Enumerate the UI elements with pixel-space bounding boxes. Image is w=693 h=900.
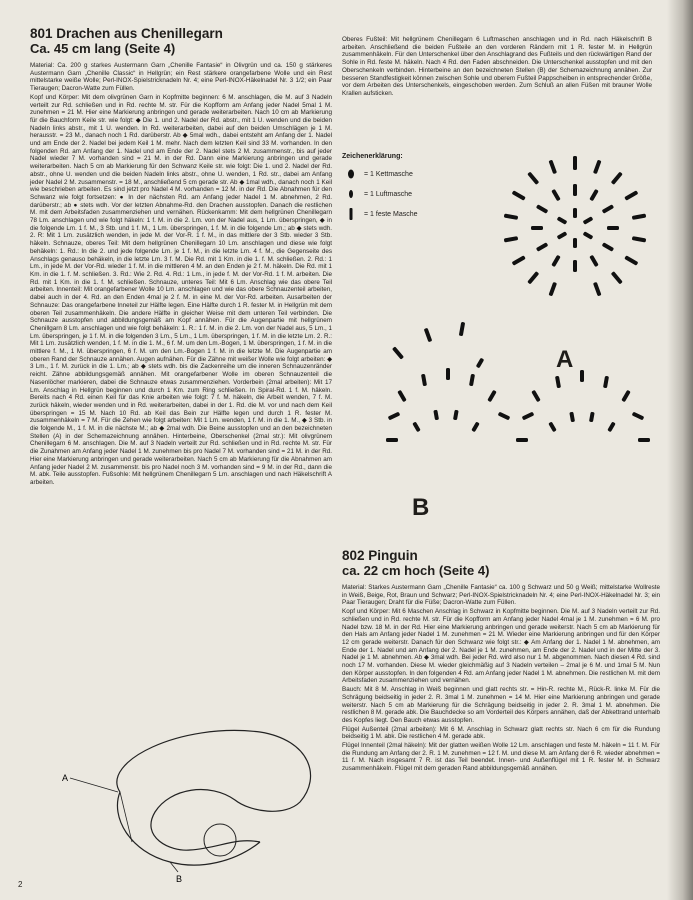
- chain-stitch-symbol-icon: [342, 187, 360, 201]
- legend-title: Zeichenerklärung:: [342, 153, 403, 160]
- crochet-chart-b: [366, 318, 666, 488]
- dragon-section: [30, 26, 332, 488]
- chart-b-label: B: [412, 494, 430, 521]
- penguin-title: 802 Pinguin: [342, 548, 418, 563]
- crochet-chart-a: [490, 138, 660, 318]
- penguin-subtitle: ca. 22 cm hoch (Seite 4): [342, 563, 490, 578]
- single-crochet-symbol-icon: [342, 207, 360, 221]
- slip-stitch-symbol-icon: [342, 167, 360, 181]
- page-number: 2: [18, 880, 23, 889]
- legend-kettmasche: = 1 Kettmasche: [364, 170, 413, 178]
- symbol-legend: [342, 152, 492, 227]
- dragon-subtitle: Ca. 45 cm lang (Seite 4): [30, 41, 176, 56]
- dragon-material: Material: Ca. 200 g starkes Austermann Garn „Chenille Fantasie“ in Olivgrün und ca. 150 g stärkeres Austermann Garn „Chenille Classic“ in Hellgrün; ein Rest stärkere orangefarbene Wolle und ein Rest mittelstarke weiße Wolle; Perl-INOX-Spielstricknadeln Nr. 4; eine Perl-INOX-Häkelnadel Nr. 3 1/2; ein Paar Tieraugen; Dacron-Watte zum Füllen.: [30, 62, 332, 93]
- chart-a-outer-ring: [504, 156, 647, 296]
- penguin-section: [342, 548, 660, 774]
- penguin-wing-outer: Flügel Außenteil (2mal arbeiten): Mit 6 M. Anschlag in Schwarz glatt rechts str. Nach 6 cm für die Rundung beidseitig 1 M. abk. Die restlichen 4 M. gerade abk.: [342, 725, 660, 741]
- foot-instructions: [342, 36, 652, 99]
- penguin-wing-inner: Flügel Innenteil (2mal häkeln): Mit der glatten weißen Wolle 12 Lm. anschlagen und feste M. häkeln = 11 f. M. Für die Rundung am Anfang der 2. R. 1 M. zunehmen = 12 f. M. und diese M. am Anfang der 6 R. wieder abnehmen = 11 f. M. Nach insgesamt 7 R. ist das Teil beendet. Innen- und Außenflügel mit 1 R. fester M. in Schwarz zusammenhäkeln. Flügel mit dem geraden Rand abbildungsgemäß annähen.: [342, 742, 660, 773]
- binding-shadow: [667, 0, 693, 900]
- chart-a-middle-ring: [531, 184, 619, 272]
- legend-row-luftmasche: [342, 187, 492, 201]
- penguin-head-body: Kopf und Körper: Mit 6 Maschen Anschlag in Schwarz in Kopfmitte beginnen. Die M. auf 3 Nadeln verteilt zur Rd. schließen und in Rd. rechte M. str. Für die Kopfform am Anfang jeder Nadel 4mal je 1 M. zunehmen = 6 M. pro Nadel bzw. 18 M. in der Rd. Hier eine Markierung anbringen und gerade weiterstr. Nach 5 cm ab Markierung für den Hals am Anfang jeder Nadel 1 M. zunehmen = 21 M. Wieder eine Markierung anbringen und für den Körper 12 cm gerade weiterstr. Danach für den Schwanz wie folgt str.: ◆ Am Anfang der 1. Nadel 1 M. abnehmen, am Ende der 1. Nadel und am Anfang der 2. Nadel je 1 M. zunehmen, am Ende der 2. Nadel und in der Mitte der 3. Nadel je 1 M. abnehmen. Ab ◆ 3mal wdh. Bei jeder Rd. wird also nur 1 M. abgenommen. Nach diesen 4 Rd. sind noch 17 M. vorhanden. Diese M. wieder gleichmäßig auf 3 Nadeln verteilen – 2mal je 6 M. und 1mal 5 M. Nun den Körper ausstopfen. In den folgenden 4 Rd. am Anfang jeder Nadel 1 M. abnehmen. Die restlichen M. mit dem Arbeitsfaden zusammenziehen und vernähen.: [342, 608, 660, 685]
- dragon-diagram-label-a: A: [62, 773, 69, 783]
- chart-b-left-arch: [386, 368, 510, 442]
- legend-feste-masche: = 1 feste Masche: [364, 210, 418, 218]
- chart-a-label: A: [556, 346, 574, 373]
- dragon-instructions: Kopf und Körper: Mit dem olivgrünen Garn in Kopfmitte beginnen: 6 M. anschlagen, die M. auf 3 Nadeln verteilt zur Rd. schließen und in Rd. rechte M. str. Für die Kopfform am Anfang jeder Nadel 5mal 1 M. zunehmen = 21 M. Hier eine Markierung anbringen und gerade weiterarbeiten. Nach 10 cm ab Markierung für die Bauchform Keile str. wie folgt: ◆ Die 1. und 2. Nadel der Rd. abstr., mit 1 U. wenden und die beiden Nadeln links abstr., mit 1 U. wenden. In Rd. weiterarbeiten, dabei auf den beiden Umschlägen je 1 M. herausstr. = 23 M., danach noch 1 Rd. darüberstr. Ab ◆ 5mal wdh., dabei entsteht am Anfang der 1. Nadel und am Ende der 2. Nadel bei jedem Keil 1 M. mehr. Nach dem letzten Keil sind 33 M. vorhanden. In den folgenden Rd. am Anfang der 1. Nadel und am Ende der 2. Nadel stets 2 M. zusammenstr., bis auf jeder Nadel wieder 7 M. vorhanden sind = 21 M. in der Rd. Dann eine Markierung anbringen und gerade weiterarbeiten. Nach 5 cm ab Markierung für den Schwanz Keile str. wie folgt: Die 1. und 2. Nadel der Rd. abstr., ohne U. wenden und die beiden Nadeln links abstr., ohne U. wenden, 1 Rd. str., dabei am Anfang jeder Nadel 2 M. zusammenstr. = 18 M., anschließend 5 cm gerade str. Ab ◆ 1mal wdh., danach noch 1 Keil wie beschrieben arbeiten. Es sind jetzt pro Nadel 4 M. vorhanden = 12 M. in der Rd. Die Abnahmen für den Schwanz wie folgt fortsetzen: ● In der nächsten Rd. am Anfang jeder Nadel 1 M. abnehmen, 2 Rd. darüberstr.; ab ● stets wdh. Vor der letzten Abnahme-Rd. den Drachen ausstopfen. Danach die restlichen M. mit dem Arbeitsfaden zusammenziehen und vernähen. Rückenkamm: Mit dem hellgrünen Chenillegarn 78 Lm. anschlagen und wie folgt häkeln: 1 f. M. in die 2. Lm. von der Nadel aus, 1 Lm. überspringen, ◆ in die folgende Lm. 1 f. M., 3 Stb. und 1 f. M., 1 Lm. überspringen, 1 f. M. in die folgende Lm.; ab ◆ stets wdh. 2. R: Mit 1 Lm. zusätzlich wenden, in jede M. der Vor-R. 1 f. M., in das mittlere der 3 Stb. wieder 3 Stb. häkeln. Schnauze, oberes Teil: Mit dem hellgrünen Chenillegarn 10 Lm. anschlagen und diese wie folgt behäkeln: 1. Rd.: In die 2. und jede folgende Lm. je 1 f. M., in die letzte Lm. 4 f. M., die Gegenseite des Anschlags genauso behäkeln, in die letzte Lm. 3 f. M. Die Rd. mit 1 Km. in die 1. f. M. schließen. 2. Rd.: 1 Lm., in jede M. der Vor-Rd. wieder 1 f. M. in die mittleren 4 M. an den Enden je 2 f. M. häkeln. Die Rd. mit 1 Km. in die 1. f. M. schließen. 3. Rd.: Wie 2. Rd. 4. Rd.: 1 Lm., in jede f. M. der Vor-Rd. 1 f. M. arbeiten. Die Rd. mit 1 Km. in die 1. f. M. schließen. Schnauze, unteres Teil: Mit 6 Lm. Anschlag wie das obere Teil arbeiten. Innenteil: Mit orangefarbener Wolle 10 Lm. anschlagen und wie das obere Schnauzenteil arbeiten, dabei auch in der 4. Rd. an den Enden 4mal je 2 f. M. in eine M. der Vor-Rd. arbeiten. Ausarbeiten der Schnauze: Das orangefarbene Inneteil zur Hälfte legen. Eine Hälfte durch 1 R. fester M. in Hellgrün mit dem oberen Teil zusammenhäkeln. Die andere Hälfte in gleicher Weise mit dem unteren Teil verbinden. Die Schnauze ausstopfen und abbildungsgemäß am Kopf annähen. Für die Augenpartie mit hellgrünem Chenillgarn 8 Lm. anschlagen und wie folgt behäkeln: 1. R.: 1 f. M. in die 2. Lm. von der Nadel aus, 5 Lm., 1 Lm. überspringen, je 1 f. M. in die folgenden 3 Lm., 5 Lm., 1 Lm. überspringen, 1 f. M. in die letzte Lm. 2. R.: Mit 1 Lm. zusätzlich wenden, 1 f. M. in die 1. M., 6 f. M. um den Lm.-Bogen, 1 M. überspringen, 1 f. M. in die mittlere f. M., 1 M. überspringen, 6 f. M. um den Lm.-Bogen 1 f. M. in die letzte M. Die Augenpartie am oberen Rand der Schnauze annähen. Augen aufnähen. Für die Zähne mit weißer Wolle wie folgt arbeiten: ◆ 3 Lm., 1 f. M. zurück in die 1. Lm.; ab ◆ stets wdh. bis die Zackenreihe um die inneren Schnauzenränder reicht. Zähne abbildungsgemäß annähen. Mit orangefarbener Wolle im oberen Schnauzenteil die Nasenlöcher markieren, dabei die Schnauze etwas zusammenziehen. Vorderbein (2mal arbeiten): Mit 17 Lm. Anschlag in Hellgrün beginnen und durch 1 Km. zum Ring schließen. In Spiral-Rd. 1 f. M. häkeln. Bereits nach 4 Rd. einen Keil für das Knie arbeiten wie folgt: 7 f. M. häkeln, die Arbeit wenden, 7 f. M. zurück häkeln, wieder wenden und in Rd. weiterarbeiten, dabei in der 1. Rd. die M. vor und nach dem Keil überspringen = 15 M. Nach 10 Rd. ab Keil das Bein zur Hälfte legen und durch 1 R. fester M. zusammenhäkeln = 7 M. Für die Zehen wie folgt arbeiten: Mit 1 Lm. wenden, 1 f. M. in die 1. M., ◆ 3 Stb. in die folgende M., 1 f. M. in die nächste M.; ab ◆ 2mal wdh. Die Beine ausstopfen und an den bezeichneten Stellen (A) in der Schemazeichnung annähen. Hinterbeine, Oberschenkel (2mal str.): Mit olivgrünem Chenillegarn 6 M. anschlagen. Die M. auf 3 Nadeln verteilt zur Rd. schließen und in Rd. rechte M. str. Für die Zunahmen am Anfang jeder Nadel 1 M. zunehmen bis pro Nadel 7 M. vorhanden sind = 21 M. in der Rd. Hier eine Markierung anbringen und gerade weiterarbeiten. Nach 5 cm ab Markierung für die Abnahmen am Anfang jeder Nadel 2 M. zusammenstr. bis pro Nadel noch 3 M. vorhanden sind = 9 M. in der Rd., dann die M. abk. Teile ausstopfen. Fußsohle: Mit hellgrünem Chenillegarn 5 Lm. anschlagen und nach Häkelschrift A arbeiten.: [30, 93, 332, 486]
- dragon-schematic-diagram: [60, 722, 330, 884]
- legend-row-feste-masche: [342, 207, 492, 221]
- chart-a-inner-ring: [557, 208, 594, 248]
- dragon-diagram-label-b: B: [176, 874, 183, 884]
- penguin-material: Material: Starkes Austermann Garn „Chenille Fantasie“ ca. 100 g Schwarz und 50 g Weiß; mittelstarke Wollreste in Weiß, Beige, Rot, Braun und Schwarz; Perl-INOX-Spielstricknadeln Nr. 4; eine Perl-INOX-Häkelnadel Nr. 3; ein Paar Tieraugen; Draht für die Füße; Dacron-Watte zum Füllen.: [342, 584, 660, 607]
- dragon-title: 801 Drachen aus Chenillegarn: [30, 26, 223, 41]
- legend-luftmasche: = 1 Luftmasche: [364, 190, 413, 198]
- upper-foot-text: Oberes Fußteil: Mit hellgrünem Chenillegarn 6 Luftmaschen anschlagen und in Rd. nach Häkelschrift B arbeiten. Anschließend die beiden Fußteile an den vorderen Rändern mit 1 R. fester M. in Hellgrün zusammenhäkeln. Für den Unterschenkel über den Anschlagrand des Fußteils und den rückwärtigen Rand der Sohle in Rd. feste M. häkeln. Nach 4 Rd. den Faden abschneiden. Die Unterschenkel ausstopfen und mit den Oberschenkeln verbinden. Hinterbeine an den bezeichneten Stellen (B) der Schemazeichnung annähen. Zur besseren Standfestigkeit können zwischen Sohle und oberem Fußteil Pappscheiben in entsprechender Größe, vor dem Arbeiten des Unterschenkels, eingeschoben werden. Zum Schluß an allen Füßen mit brauner Wolle Krallen aufsticken.: [342, 36, 652, 97]
- legend-row-kettmasche: [342, 167, 492, 181]
- penguin-belly: Bauch: Mit 8 M. Anschlag in Weiß beginnen und glatt rechts str. = Hin-R. rechte M., Rück-R. linke M. Für die Schrägung beidseitig in jeder 2. R. 3mal 1 M. zunehmen = 14 M. Hier eine Markierung anbringen und gerade weiterstr. Nach 5 cm ab Markierung für die Schrägung beidseitig in jeder 2. R. 3mal 1 M. abnehmen. Die restlichen 8 M. gerade abk. Die Bauchdecke so am Vorderteil des Körpers annähen, daß der Abkettrand unterhalb des Kopfes liegt. Den Bauch etwas ausstopfen.: [342, 686, 660, 724]
- chart-b-top-marks: [392, 322, 484, 369]
- chart-b-right-arch: [516, 370, 650, 442]
